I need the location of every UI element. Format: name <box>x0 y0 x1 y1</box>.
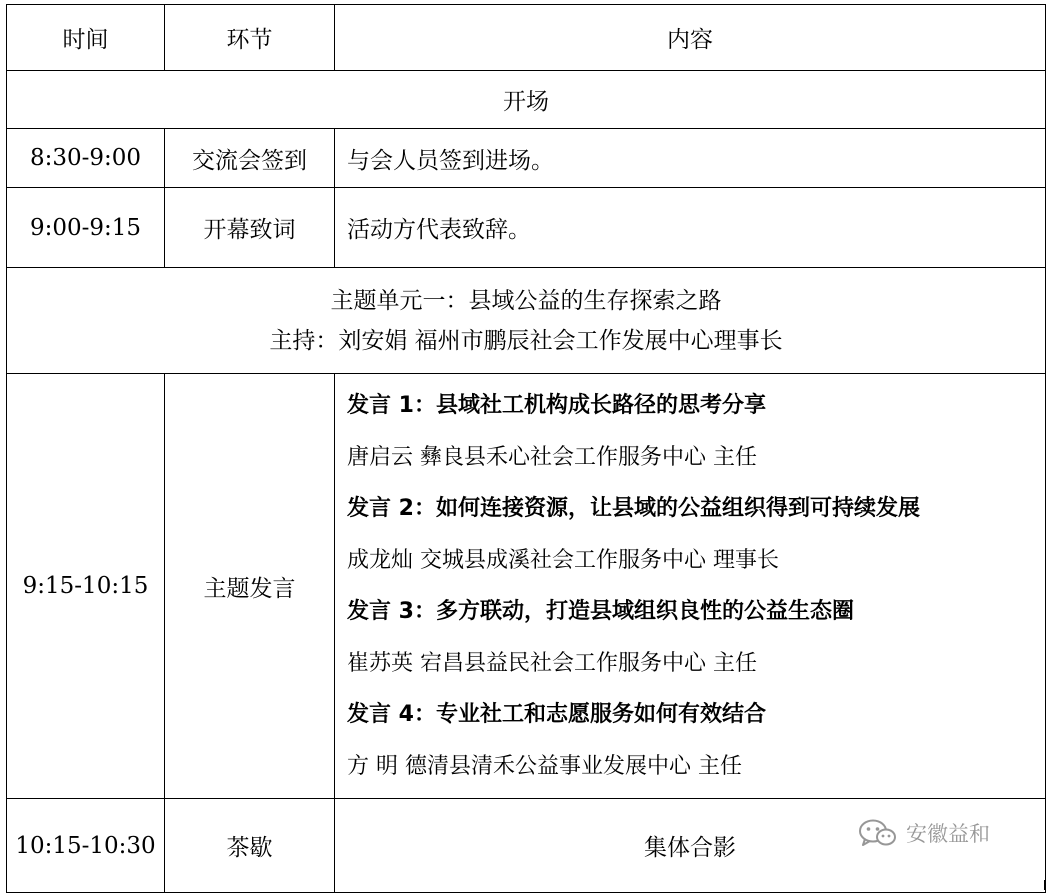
keynote-speeches <box>335 374 1046 799</box>
speech-speaker: 方 明 德清县清禾公益事业发展中心 主任 <box>347 753 742 779</box>
header-time: 时间 <box>7 5 165 71</box>
row-time: 9:00-9:15 <box>7 188 165 268</box>
keynote-segment: 主题发言 <box>165 374 335 799</box>
theme-host: 主持：刘安娟 福州市鹏辰社会工作发展中心理事长 <box>269 327 783 354</box>
section-opening-title: 开场 <box>7 71 1046 129</box>
tea-time: 10:15-10:30 <box>7 799 165 893</box>
section-theme-cell <box>7 268 1046 374</box>
tea-content: 集体合影 <box>335 799 1046 893</box>
speech-title: 发言 4：专业社工和志愿服务如何有效结合 <box>347 702 766 727</box>
watermark-text: 安徽益和 <box>906 822 990 846</box>
section-opening-row <box>7 71 1046 129</box>
agenda-table <box>6 4 1046 893</box>
speech-title: 发言 1：县域社工机构成长路径的思考分享 <box>347 393 766 418</box>
speech-speaker: 唐启云 彝良县禾心社会工作服务中心 主任 <box>347 444 757 470</box>
row-segment: 交流会签到 <box>165 129 335 188</box>
keynote-time: 9:15-10:15 <box>7 374 165 799</box>
table-row <box>7 188 1046 268</box>
watermark <box>858 818 990 848</box>
next-row-stub <box>6 880 1045 890</box>
row-content: 活动方代表致辞。 <box>335 188 1046 268</box>
speech-title: 发言 3：多方联动，打造县域组织良性的公益生态圈 <box>347 599 854 624</box>
row-content: 与会人员签到进场。 <box>335 129 1046 188</box>
speech-speaker: 成龙灿 交城县成溪社会工作服务中心 理事长 <box>347 547 779 573</box>
header-segment: 环节 <box>165 5 335 71</box>
row-time: 8:30-9:00 <box>7 129 165 188</box>
speech-speaker: 崔苏英 宕昌县益民社会工作服务中心 主任 <box>347 650 757 676</box>
tea-segment: 茶歇 <box>165 799 335 893</box>
header-content: 内容 <box>335 5 1046 71</box>
row-segment: 开幕致词 <box>165 188 335 268</box>
header-row <box>7 5 1046 71</box>
keynote-row <box>7 374 1046 799</box>
theme-title: 主题单元一：县域公益的生存探索之路 <box>330 287 722 314</box>
speech-title: 发言 2：如何连接资源，让县域的公益组织得到可持续发展 <box>347 496 920 521</box>
section-theme-row <box>7 268 1046 374</box>
table-row <box>7 129 1046 188</box>
wechat-icon <box>858 818 898 848</box>
